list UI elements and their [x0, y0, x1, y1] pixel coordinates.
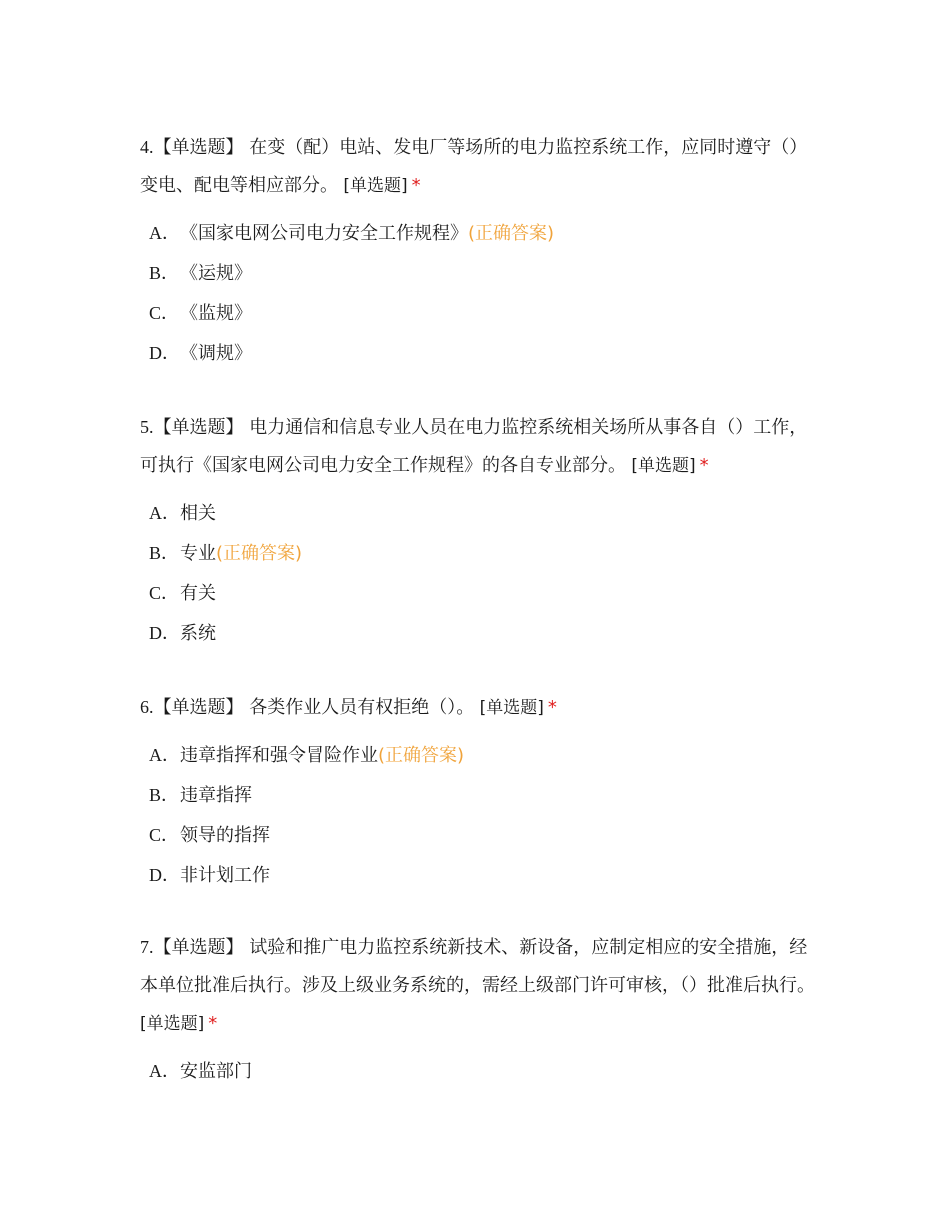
option-b[interactable] — [149, 253, 820, 293]
question-type-suffix: [单选题] — [338, 176, 408, 196]
option-text: 领导的指挥 — [180, 825, 270, 846]
question-stem — [140, 928, 820, 1043]
option-letter: B． — [149, 263, 180, 283]
option-letter: D． — [149, 623, 180, 643]
question-type-tag: 【单选题】 — [153, 937, 244, 958]
question-stem — [140, 408, 820, 485]
option-a[interactable] — [149, 735, 820, 775]
question-text: 在变（配）电站、发电厂等场所的电力监控系统工作，应同时遵守（）变电、配电等相应部分。 — [140, 137, 808, 196]
option-text: 《国家电网公司电力安全工作规程》 — [180, 223, 468, 244]
option-letter: A． — [149, 1061, 180, 1081]
question-7 — [140, 928, 820, 1091]
option-text: 系统 — [180, 623, 216, 644]
option-a[interactable] — [149, 213, 820, 253]
option-letter: A． — [149, 223, 180, 243]
correct-answer-label: (正确答案) — [216, 543, 303, 564]
question-stem — [140, 128, 820, 205]
option-d[interactable] — [149, 613, 820, 653]
option-d[interactable] — [149, 333, 820, 373]
question-6 — [140, 688, 820, 895]
options-list — [149, 735, 820, 895]
question-number: 4. — [140, 137, 154, 157]
option-letter: B． — [149, 543, 180, 563]
option-letter: C． — [149, 825, 180, 845]
question-stem — [140, 688, 820, 727]
options-list — [149, 493, 820, 653]
option-a[interactable] — [149, 493, 820, 533]
option-b[interactable] — [149, 775, 820, 815]
options-list — [149, 213, 820, 373]
required-mark: * — [699, 455, 709, 476]
question-type-tag: 【单选题】 — [153, 137, 244, 158]
option-text: 非计划工作 — [180, 865, 270, 886]
question-type-suffix: [单选题] — [474, 698, 544, 718]
option-letter: B． — [149, 785, 180, 805]
option-text: 违章指挥和强令冒险作业 — [180, 745, 378, 766]
question-type-tag: 【单选题】 — [153, 697, 244, 718]
option-text: 安监部门 — [180, 1061, 252, 1082]
question-number: 6. — [140, 697, 154, 717]
question-type-suffix: [单选题] — [626, 456, 696, 476]
question-type-suffix: [单选题] — [140, 1014, 205, 1034]
option-letter: D． — [149, 343, 180, 363]
option-c[interactable] — [149, 573, 820, 613]
option-letter: C． — [149, 583, 180, 603]
option-text: 有关 — [180, 583, 216, 604]
option-b[interactable] — [149, 533, 820, 573]
question-5 — [140, 408, 820, 653]
option-c[interactable] — [149, 293, 820, 333]
option-d[interactable] — [149, 855, 820, 895]
question-4 — [140, 128, 820, 373]
question-text: 试验和推广电力监控系统新技术、新设备，应制定相应的安全措施，经本单位批准后执行。涉及上级业务系统的，需经上级部门许可审核，（）批准后执行。 — [140, 937, 815, 996]
question-number: 7. — [140, 937, 154, 957]
required-mark: * — [547, 697, 557, 718]
correct-answer-label: (正确答案) — [378, 745, 465, 766]
correct-answer-label: (正确答案) — [468, 223, 555, 244]
option-text: 《监规》 — [180, 303, 252, 324]
option-text: 违章指挥 — [180, 785, 252, 806]
question-number: 5. — [140, 417, 154, 437]
required-mark: * — [411, 175, 421, 196]
option-text: 相关 — [180, 503, 216, 524]
question-type-tag: 【单选题】 — [153, 417, 244, 438]
question-text: 电力通信和信息专业人员在电力监控系统相关场所从事各自（）工作，可执行《国家电网公司电力安全工作规程》的各自专业部分。 — [140, 417, 808, 476]
option-c[interactable] — [149, 815, 820, 855]
option-letter: D． — [149, 865, 180, 885]
option-text: 《调规》 — [180, 343, 252, 364]
required-mark: * — [208, 1013, 218, 1034]
question-text: 各类作业人员有权拒绝（）。 — [243, 697, 475, 718]
option-text: 《运规》 — [180, 263, 252, 284]
option-text: 专业 — [180, 543, 216, 564]
option-letter: C． — [149, 303, 180, 323]
option-a[interactable] — [149, 1051, 820, 1091]
options-list — [149, 1051, 820, 1091]
option-letter: A． — [149, 745, 180, 765]
option-letter: A． — [149, 503, 180, 523]
